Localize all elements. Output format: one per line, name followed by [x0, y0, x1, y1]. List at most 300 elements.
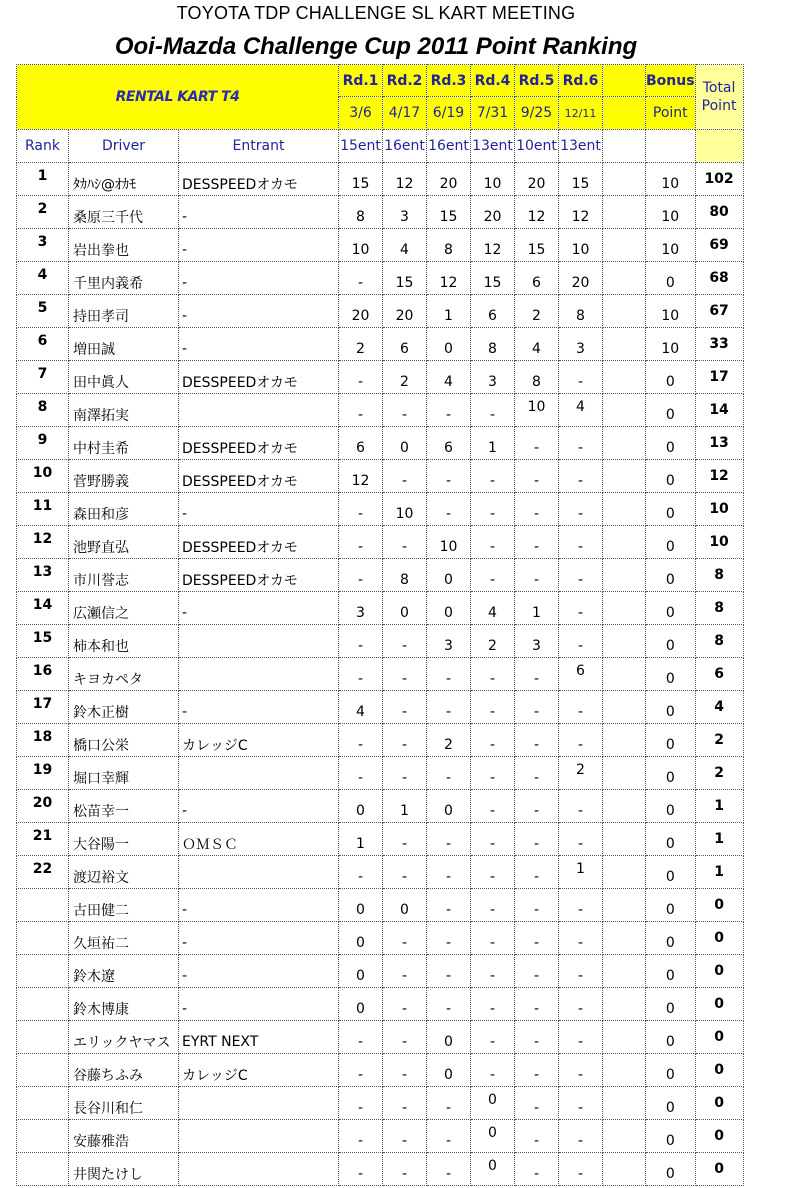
round-points-cell: -	[559, 592, 603, 625]
round-points-cell: -	[471, 955, 515, 988]
round-points-cell: 12	[339, 460, 383, 493]
round-points-cell: 0	[339, 790, 383, 823]
round-points-cell: -	[471, 559, 515, 592]
round-name: Rd.1	[339, 65, 383, 97]
entrant-cell: -	[179, 790, 339, 823]
round-points-cell: -	[515, 1021, 559, 1054]
round-points-cell: 0	[427, 1054, 471, 1087]
total-points-cell: 0	[695, 1054, 743, 1087]
table-row	[17, 427, 744, 460]
round-points-cell: 8	[339, 196, 383, 229]
total-points-cell: 1	[695, 790, 743, 823]
round-points-cell: -	[559, 427, 603, 460]
round-points-cell: -	[559, 1054, 603, 1087]
round-points-cell: 10	[471, 163, 515, 196]
round-points-cell: -	[471, 658, 515, 691]
driver-cell: 松苗幸一	[69, 790, 179, 823]
round-points-cell: -	[383, 625, 427, 658]
bonus-points-cell: 0	[646, 823, 696, 856]
driver-cell: 久垣祐二	[69, 922, 179, 955]
entrant-cell	[179, 757, 339, 790]
round-points-cell: -	[471, 889, 515, 922]
round-points-cell: 3	[427, 625, 471, 658]
spacer-cell	[603, 658, 646, 691]
round-points-cell: -	[339, 394, 383, 427]
round-points-cell: -	[339, 559, 383, 592]
round-points-cell: -	[471, 460, 515, 493]
round-points-cell: 0	[427, 328, 471, 361]
entrant-cell: -	[179, 328, 339, 361]
ranking-table	[16, 64, 744, 1186]
round-points-cell: -	[427, 823, 471, 856]
round-entries: 13ent	[471, 130, 515, 163]
bonus-header: Bonus	[646, 65, 696, 97]
rank-cell	[17, 988, 69, 1021]
spacer-cell	[603, 328, 646, 361]
total-points-cell: 0	[695, 988, 743, 1021]
rank-cell	[17, 1087, 69, 1120]
total-points-cell: 2	[695, 757, 743, 790]
round-points-cell: 0	[427, 1021, 471, 1054]
round-points-cell: -	[383, 724, 427, 757]
entrant-cell	[179, 1120, 339, 1153]
round-points-cell: -	[383, 460, 427, 493]
table-title: RENTAL KART T4	[17, 65, 339, 130]
driver-cell: 千里内義希	[69, 262, 179, 295]
total-point-header	[695, 65, 743, 130]
total-points-cell: 0	[695, 1087, 743, 1120]
round-points-cell: -	[515, 889, 559, 922]
round-points-cell: -	[339, 658, 383, 691]
entrant-cell: DESSPEEDオカモ	[179, 526, 339, 559]
ranking-title: Ooi-Mazda Challenge Cup 2011 Point Ranking	[114, 33, 638, 60]
total-points-cell: 8	[695, 625, 743, 658]
round-points-cell: -	[559, 724, 603, 757]
rank-cell	[17, 1120, 69, 1153]
total-points-cell: 0	[695, 955, 743, 988]
total-points-cell: 0	[695, 1153, 743, 1186]
table-header	[17, 65, 744, 163]
round-points-cell: 15	[427, 196, 471, 229]
round-points-cell: -	[471, 988, 515, 1021]
entrant-cell: ＯＭＳＣ	[179, 823, 339, 856]
table-row	[17, 163, 744, 196]
rank-cell: 13	[17, 559, 69, 592]
bonus-points-cell: 0	[646, 427, 696, 460]
round-points-cell: -	[515, 955, 559, 988]
round-points-cell: 0	[339, 988, 383, 1021]
table-row	[17, 295, 744, 328]
total-points-cell: 10	[695, 526, 743, 559]
round-points-cell: -	[471, 823, 515, 856]
spacer-cell	[603, 295, 646, 328]
total-points-cell: 12	[695, 460, 743, 493]
bonus-points-cell: 10	[646, 328, 696, 361]
spacer-cell	[603, 988, 646, 1021]
round-points-cell: 10	[339, 229, 383, 262]
round-points-cell: -	[383, 823, 427, 856]
round-points-cell: -	[427, 1153, 471, 1186]
driver-cell: 長谷川和仁	[69, 1087, 179, 1120]
spacer-cell	[603, 196, 646, 229]
total-points-cell: 0	[695, 889, 743, 922]
rank-cell	[17, 889, 69, 922]
driver-cell: 井関たけし	[69, 1153, 179, 1186]
round-points-cell: -	[383, 1087, 427, 1120]
spacer-cell	[603, 526, 646, 559]
table-row	[17, 691, 744, 724]
spacer-cell	[603, 1120, 646, 1153]
total-points-cell: 13	[695, 427, 743, 460]
rank-cell: 21	[17, 823, 69, 856]
round-points-cell: -	[339, 724, 383, 757]
total-points-cell: 1	[695, 823, 743, 856]
round-points-cell: -	[515, 1054, 559, 1087]
total-points-cell: 14	[695, 394, 743, 427]
round-points-cell: 0	[383, 592, 427, 625]
round-points-cell: -	[471, 691, 515, 724]
round-points-cell: -	[339, 757, 383, 790]
round-name: Rd.4	[471, 65, 515, 97]
spacer-cell	[603, 1087, 646, 1120]
spacer-cell	[603, 625, 646, 658]
round-points-cell: 0	[471, 1153, 515, 1186]
round-points-cell: 3	[471, 361, 515, 394]
round-points-cell: -	[339, 493, 383, 526]
entrant-column-header: Entrant	[179, 130, 339, 163]
driver-cell: 柿本和也	[69, 625, 179, 658]
round-points-cell: -	[515, 427, 559, 460]
bonus-points-cell: 0	[646, 1054, 696, 1087]
round-points-cell: -	[383, 394, 427, 427]
round-points-cell: -	[427, 988, 471, 1021]
round-points-cell: -	[471, 724, 515, 757]
bonus-points-cell: 0	[646, 460, 696, 493]
entrant-cell: DESSPEEDオカモ	[179, 427, 339, 460]
table-row	[17, 262, 744, 295]
table-row	[17, 493, 744, 526]
driver-cell: エリックヤマス	[69, 1021, 179, 1054]
round-points-cell: -	[383, 691, 427, 724]
round-name: Rd.5	[515, 65, 559, 97]
round-points-cell: -	[515, 757, 559, 790]
rank-cell: 6	[17, 328, 69, 361]
spacer-cell	[603, 394, 646, 427]
rank-cell: 18	[17, 724, 69, 757]
entrant-cell: -	[179, 691, 339, 724]
entrant-cell: -	[179, 889, 339, 922]
round-points-cell: -	[515, 658, 559, 691]
round-points-cell: -	[559, 889, 603, 922]
driver-cell: 岩出拳也	[69, 229, 179, 262]
entrant-cell	[179, 1153, 339, 1186]
driver-cell: 桑原三千代	[69, 196, 179, 229]
driver-cell: 南澤拓実	[69, 394, 179, 427]
round-points-cell: -	[515, 1153, 559, 1186]
table-row	[17, 1120, 744, 1153]
driver-cell: 橋口公栄	[69, 724, 179, 757]
table-row	[17, 1054, 744, 1087]
round-points-cell: -	[471, 922, 515, 955]
round-points-cell: -	[515, 724, 559, 757]
round-points-cell: -	[383, 988, 427, 1021]
total-points-cell: 10	[695, 493, 743, 526]
driver-cell: 持田孝司	[69, 295, 179, 328]
table-row	[17, 856, 744, 889]
driver-cell: 渡辺裕文	[69, 856, 179, 889]
round-points-cell: 0	[383, 889, 427, 922]
round-points-cell: -	[559, 691, 603, 724]
round-points-cell: 0	[471, 1087, 515, 1120]
spacer-cell	[603, 130, 646, 163]
round-points-cell: 8	[383, 559, 427, 592]
bonus-point-header: Point	[646, 97, 696, 130]
round-points-cell: -	[559, 625, 603, 658]
round-points-cell: 8	[427, 229, 471, 262]
round-points-cell: -	[559, 790, 603, 823]
round-points-cell: 6	[471, 295, 515, 328]
rank-cell: 7	[17, 361, 69, 394]
round-points-cell: 2	[427, 724, 471, 757]
round-date: 4/17	[383, 97, 427, 130]
entrant-cell: カレッジC	[179, 724, 339, 757]
round-points-cell: 15	[471, 262, 515, 295]
rank-cell: 5	[17, 295, 69, 328]
round-points-cell: 3	[559, 328, 603, 361]
spacer-cell	[603, 1054, 646, 1087]
round-points-cell: -	[515, 691, 559, 724]
round-points-cell: -	[427, 691, 471, 724]
round-points-cell: 10	[515, 394, 559, 427]
round-points-cell: 2	[515, 295, 559, 328]
total-points-cell: 6	[695, 658, 743, 691]
table-row	[17, 955, 744, 988]
driver-cell: 森田和彦	[69, 493, 179, 526]
entrant-cell: EYRT NEXT	[179, 1021, 339, 1054]
round-points-cell: -	[559, 559, 603, 592]
bonus-points-cell: 0	[646, 757, 696, 790]
round-points-cell: 1	[471, 427, 515, 460]
bonus-points-cell: 0	[646, 1153, 696, 1186]
driver-cell: 中村圭希	[69, 427, 179, 460]
table-row	[17, 889, 744, 922]
round-points-cell: 4	[427, 361, 471, 394]
rank-cell: 4	[17, 262, 69, 295]
bonus-points-cell: 0	[646, 262, 696, 295]
rank-cell: 11	[17, 493, 69, 526]
total-points-cell: 80	[695, 196, 743, 229]
round-points-cell: -	[339, 625, 383, 658]
round-points-cell: 8	[559, 295, 603, 328]
bonus-points-cell: 0	[646, 1120, 696, 1153]
table-row	[17, 229, 744, 262]
round-points-cell: -	[515, 823, 559, 856]
table-row	[17, 757, 744, 790]
driver-cell: ﾀｶﾊｼ@ｵｶﾓ	[69, 163, 179, 196]
round-points-cell: -	[339, 856, 383, 889]
spacer-cell	[603, 229, 646, 262]
round-points-cell: -	[471, 790, 515, 823]
round-entries: 15ent	[339, 130, 383, 163]
table-row	[17, 196, 744, 229]
table-row	[17, 625, 744, 658]
entrant-cell: DESSPEEDオカモ	[179, 559, 339, 592]
round-points-cell: 2	[339, 328, 383, 361]
round-points-cell: 20	[383, 295, 427, 328]
bonus-points-cell: 0	[646, 559, 696, 592]
round-points-cell: 6	[515, 262, 559, 295]
round-name: Rd.6	[559, 65, 603, 97]
bonus-points-cell: 0	[646, 394, 696, 427]
round-date: 3/6	[339, 97, 383, 130]
round-points-cell: -	[339, 262, 383, 295]
round-points-cell: 20	[559, 262, 603, 295]
round-points-cell: -	[427, 1120, 471, 1153]
round-points-cell: -	[339, 1021, 383, 1054]
driver-cell: 広瀬信之	[69, 592, 179, 625]
round-points-cell: -	[383, 658, 427, 691]
bonus-points-cell: 0	[646, 922, 696, 955]
round-points-cell: 3	[515, 625, 559, 658]
round-points-cell: -	[559, 1087, 603, 1120]
bonus-points-cell: 0	[646, 988, 696, 1021]
round-points-cell: -	[427, 922, 471, 955]
entrant-cell: -	[179, 592, 339, 625]
driver-cell: 鈴木博康	[69, 988, 179, 1021]
bonus-points-cell: 0	[646, 592, 696, 625]
driver-cell: キヨカペタ	[69, 658, 179, 691]
round-points-cell: -	[339, 1087, 383, 1120]
round-points-cell: 20	[427, 163, 471, 196]
round-points-cell: 4	[515, 328, 559, 361]
spacer-cell	[603, 427, 646, 460]
round-points-cell: 1	[515, 592, 559, 625]
total-points-cell: 2	[695, 724, 743, 757]
round-points-cell: -	[383, 1120, 427, 1153]
entrant-cell: -	[179, 229, 339, 262]
round-points-cell: -	[559, 988, 603, 1021]
round-points-cell: -	[339, 361, 383, 394]
rank-cell: 14	[17, 592, 69, 625]
round-points-cell: -	[427, 1087, 471, 1120]
round-points-cell: -	[471, 394, 515, 427]
round-entries: 13ent	[559, 130, 603, 163]
round-points-cell: 6	[559, 658, 603, 691]
spacer-cell	[695, 130, 743, 163]
total-points-cell: 0	[695, 1120, 743, 1153]
round-points-cell: -	[383, 526, 427, 559]
driver-cell: 大谷陽一	[69, 823, 179, 856]
round-points-cell: 10	[383, 493, 427, 526]
entrant-cell: DESSPEEDオカモ	[179, 361, 339, 394]
round-name: Rd.2	[383, 65, 427, 97]
table-row	[17, 361, 744, 394]
rank-cell: 19	[17, 757, 69, 790]
total-points-cell: 69	[695, 229, 743, 262]
spacer-cell	[603, 691, 646, 724]
entrant-cell	[179, 856, 339, 889]
round-points-cell: -	[515, 790, 559, 823]
round-points-cell: -	[471, 526, 515, 559]
bonus-points-cell: 10	[646, 295, 696, 328]
entrant-cell: -	[179, 922, 339, 955]
bonus-points-cell: 0	[646, 790, 696, 823]
spacer-cell	[603, 97, 646, 130]
spacer-cell	[603, 724, 646, 757]
spacer-cell	[603, 889, 646, 922]
table-row	[17, 592, 744, 625]
table-row	[17, 559, 744, 592]
entrant-cell: -	[179, 955, 339, 988]
entrant-cell: -	[179, 295, 339, 328]
round-date: 7/31	[471, 97, 515, 130]
total-points-cell: 0	[695, 922, 743, 955]
rank-column-header: Rank	[17, 130, 69, 163]
round-points-cell: 0	[339, 922, 383, 955]
round-points-cell: -	[559, 460, 603, 493]
round-points-cell: 4	[471, 592, 515, 625]
round-points-cell: 8	[471, 328, 515, 361]
bonus-points-cell: 0	[646, 1021, 696, 1054]
round-date: 9/25	[515, 97, 559, 130]
round-points-cell: -	[515, 559, 559, 592]
rank-cell	[17, 1153, 69, 1186]
round-points-cell: -	[515, 526, 559, 559]
spacer-cell	[603, 955, 646, 988]
driver-cell: 堀口幸輝	[69, 757, 179, 790]
bonus-points-cell: 10	[646, 163, 696, 196]
rank-cell: 3	[17, 229, 69, 262]
spacer-cell	[603, 460, 646, 493]
round-points-cell: 12	[427, 262, 471, 295]
driver-cell: 安藤雅浩	[69, 1120, 179, 1153]
round-points-cell: -	[515, 1087, 559, 1120]
round-points-cell: 15	[515, 229, 559, 262]
round-points-cell: -	[515, 460, 559, 493]
rank-cell: 2	[17, 196, 69, 229]
rank-cell	[17, 1021, 69, 1054]
round-points-cell: -	[383, 757, 427, 790]
round-points-cell: -	[427, 856, 471, 889]
round-points-cell: 0	[427, 790, 471, 823]
bonus-points-cell: 0	[646, 1087, 696, 1120]
entrant-cell	[179, 658, 339, 691]
table-row	[17, 1153, 744, 1186]
round-points-cell: 0	[339, 955, 383, 988]
entrant-cell: DESSPEEDオカモ	[179, 163, 339, 196]
round-points-cell: 4	[559, 394, 603, 427]
round-points-cell: 20	[515, 163, 559, 196]
round-points-cell: -	[559, 955, 603, 988]
total-points-cell: 8	[695, 592, 743, 625]
total-points-cell: 4	[695, 691, 743, 724]
table-row	[17, 790, 744, 823]
round-points-cell: 10	[559, 229, 603, 262]
round-points-cell: 4	[339, 691, 383, 724]
round-points-cell: 15	[559, 163, 603, 196]
driver-cell: 鈴木遼	[69, 955, 179, 988]
table-row	[17, 922, 744, 955]
round-points-cell: 20	[471, 196, 515, 229]
bonus-points-cell: 0	[646, 691, 696, 724]
entrant-cell: DESSPEEDオカモ	[179, 460, 339, 493]
rank-cell: 16	[17, 658, 69, 691]
round-points-cell: -	[383, 1153, 427, 1186]
driver-cell: 増田誠	[69, 328, 179, 361]
entrant-cell	[179, 1087, 339, 1120]
round-points-cell: -	[515, 1120, 559, 1153]
round-points-cell: -	[471, 1054, 515, 1087]
